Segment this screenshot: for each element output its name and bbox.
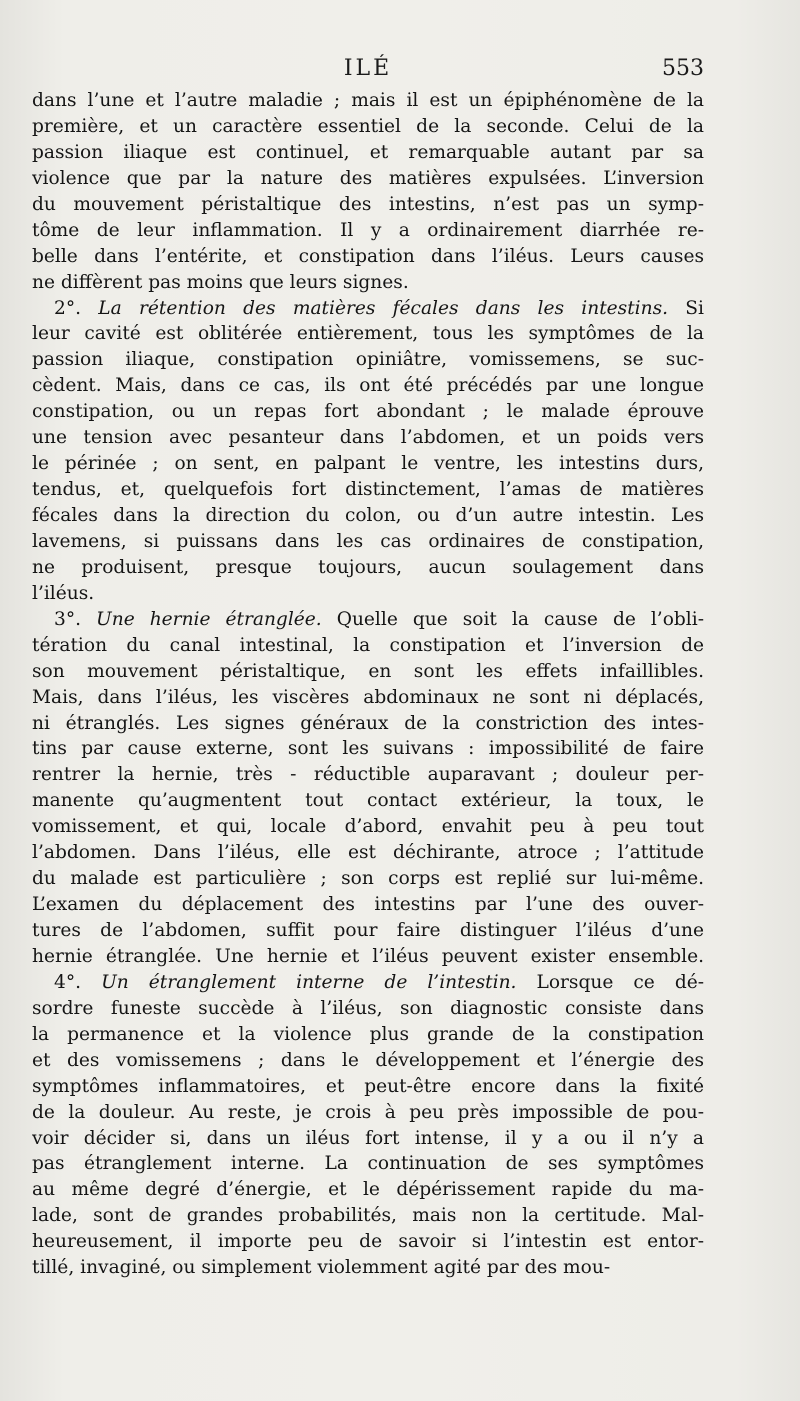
text-line: heureusement, il importe peu de savoir si l’intestin est entor-	[32, 1231, 704, 1253]
page-header	[32, 56, 704, 92]
text-line: tillé, invaginé, ou simplement violemment agité par des mou-	[32, 1257, 611, 1279]
text-line: voir décider si, dans un iléus fort intense, il y a ou il n’y a	[32, 1127, 704, 1149]
text-line: du mouvement péristaltique des intestins, n’est pas un symp-	[32, 193, 704, 215]
text-line: fécales dans la direction du colon, ou d’un autre intestin. Les	[32, 505, 704, 526]
running-head: ILÉ	[343, 56, 393, 81]
text-line: leur cavité est oblitérée entièrement, tous les symptômes de la	[32, 323, 704, 345]
text-line: ne produisent, presque toujours, aucun soulagement dans	[32, 556, 704, 578]
text-line: constipation, ou un repas fort abondant ; le malade éprouve	[32, 401, 704, 423]
text-line: son mouvement péristaltique, en sont les effets infaillibles.	[32, 660, 704, 682]
text-line: au même degré d’énergie, et le dépérissement rapide du ma-	[32, 1179, 704, 1201]
text-line: le périnée ; on sent, en palpant le ventre, les intestins durs,	[32, 453, 704, 475]
text-line: dans l’une et l’autre maladie ; mais il est un épiphénomène de la	[32, 90, 704, 111]
text-line: première, et un caractère essentiel de la seconde. Celui de la	[32, 115, 704, 137]
section-number: 2°.	[54, 297, 99, 319]
section-heading-line	[32, 607, 704, 633]
section-title: Un étranglement interne de l’intestin.	[101, 971, 517, 993]
section-text: Lorsque ce dé-	[516, 971, 704, 993]
text-line: passion iliaque, constipation opiniâtre, vomissemens, se suc-	[32, 349, 704, 371]
text-line: du malade est particulière ; son corps est replié sur lui-même.	[32, 868, 704, 890]
section-text: Quelle que soit la cause de l’obli-	[321, 608, 704, 630]
text-line: tôme de leur inflammation. Il y a ordinairement diarrhée re-	[32, 219, 704, 241]
section-heading-line	[32, 296, 704, 322]
section-text: Si	[668, 297, 704, 319]
text-line: L’examen du déplacement des intestins par l’une des ouver-	[32, 894, 704, 916]
text-line: vomissement, et qui, locale d’abord, envahit peu à peu tout	[32, 816, 704, 838]
text-line: belle dans l’entérite, et constipation dans l’iléus. Leurs causes	[32, 245, 704, 267]
text-line: passion iliaque est continuel, et remarquable autant par sa	[32, 141, 704, 163]
text-line: l’abdomen. Dans l’iléus, elle est déchirante, atroce ; l’attitude	[32, 842, 704, 864]
section-number: 4°.	[54, 971, 102, 993]
text-line: tendus, et, quelquefois fort distinctement, l’amas de matières	[32, 479, 704, 501]
text-line: l’iléus.	[32, 582, 95, 604]
text-line: symptômes inflammatoires, et peut-être encore dans la fixité	[32, 1075, 704, 1097]
section-title: La rétention des matières fécales dans les intestins.	[98, 297, 669, 319]
text-line: et des vomissemens ; dans le développement et l’énergie des	[32, 1049, 704, 1071]
text-line: manente qu’augmentent tout contact extérieur, la toux, le	[32, 790, 704, 812]
text-line: hernie étranglée. Une hernie et l’iléus peuvent exister ensemble.	[32, 945, 704, 967]
text-line: de la douleur. Au reste, je crois à peu près impossible de pou-	[32, 1101, 704, 1123]
page-number: 553	[662, 56, 704, 81]
section-title: Une hernie étranglée.	[96, 608, 322, 630]
text-line: pas étranglement interne. La continuation de ses symptômes	[32, 1153, 704, 1175]
text-line: ne diffèrent pas moins que leurs signes.	[32, 271, 409, 293]
text-line: une tension avec pesanteur dans l’abdomen, et un poids vers	[32, 427, 704, 449]
body-text	[32, 88, 704, 1281]
text-line: tération du canal intestinal, la constipation et l’inversion de	[32, 634, 704, 656]
text-line: violence que par la nature des matières expulsées. L’inversion	[32, 167, 704, 189]
text-line: lavemens, si puissans dans les cas ordinaires de constipation,	[32, 530, 704, 552]
text-line: Mais, dans l’iléus, les viscères abdominaux ne sont ni déplacés,	[32, 686, 704, 708]
text-line: lade, sont de grandes probabilités, mais non la certitude. Mal-	[32, 1205, 704, 1227]
text-line: cèdent. Mais, dans ce cas, ils ont été précédés par une longue	[32, 375, 704, 397]
section-heading-line	[32, 970, 704, 996]
text-line: tures de l’abdomen, suffit pour faire distinguer l’iléus d’une	[32, 920, 704, 941]
text-line: la permanence et la violence plus grande de la constipation	[32, 1023, 704, 1045]
section-number: 3°.	[54, 608, 97, 630]
text-line: ni étranglés. Les signes généraux de la constriction des intes-	[32, 712, 704, 734]
text-line: rentrer la hernie, très - réductible auparavant ; douleur per-	[32, 764, 704, 786]
text-line: tins par cause externe, sont les suivans : impossibilité de faire	[32, 738, 704, 760]
text-line: sordre funeste succède à l’iléus, son diagnostic consiste dans	[32, 997, 704, 1019]
